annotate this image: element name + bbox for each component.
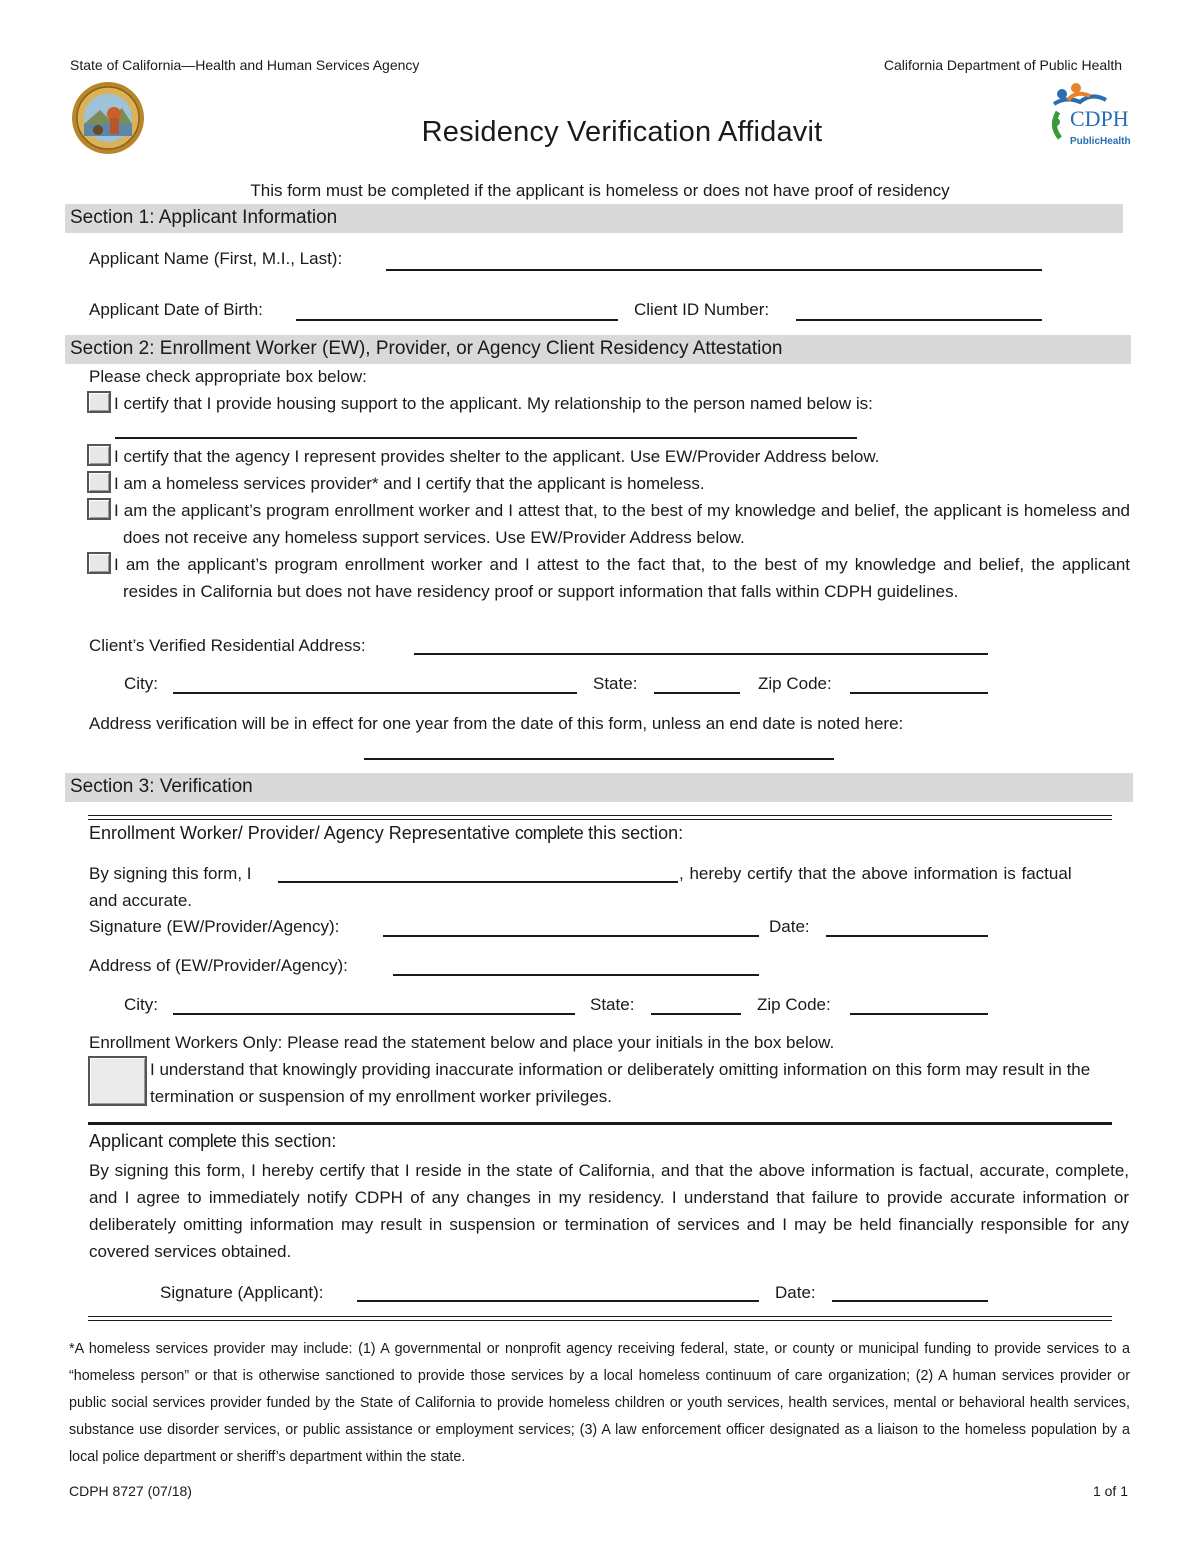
verification-note: Address verification will be in effect for one year from the date of this form, unless an end date is noted here:: [89, 714, 904, 733]
ew-state-label: State:: [590, 995, 635, 1014]
section1-heading: Section 1: Applicant Information: [70, 207, 338, 228]
option-ew-resides: I am the applicant’s program enrollment worker and I attest to the fact that, to the best of my knowledge and belief, the applicant resides in California but does not have residency proof or support information that falls within CDPH guidelines.: [114, 555, 1130, 601]
applicant-date-field[interactable]: [832, 1300, 988, 1302]
divider: [88, 815, 1112, 820]
ew-name-field[interactable]: [278, 881, 678, 883]
client-id-field[interactable]: [796, 319, 1042, 321]
ew-only-instruction: Enrollment Workers Only: Please read the statement below and place your initials in the box below.: [89, 1033, 835, 1052]
page-number: 1 of 1: [1092, 1483, 1128, 1499]
ew-zip-label: Zip Code:: [757, 995, 831, 1014]
ew-state-field[interactable]: [651, 1013, 741, 1015]
agency-header: State of California—Health and Human Services Agency: [70, 57, 420, 73]
form-title: Residency Verification Affidavit: [421, 116, 823, 148]
ew-date-label: Date:: [769, 917, 810, 936]
divider: [88, 1316, 1112, 1321]
ew-city-field[interactable]: [173, 1013, 575, 1015]
ew-signature-label: Signature (EW/Provider/Agency):: [89, 917, 340, 936]
ew-date-field[interactable]: [826, 935, 988, 937]
zip-field[interactable]: [850, 692, 988, 694]
residential-address-label: Client’s Verified Residential Address:: [89, 636, 366, 655]
signing-statement-cont: and accurate.: [89, 891, 193, 910]
ew-zip-field[interactable]: [850, 1013, 988, 1015]
checkbox-homeless-provider[interactable]: [87, 471, 111, 493]
check-instruction: Please check appropriate box below:: [89, 367, 367, 386]
ew-address-field[interactable]: [393, 974, 759, 976]
option-ew-homeless: I am the applicant’s program enrollment worker and I attest that, to the best of my knowledge and belief, the applicant is homeless and does not receive any homeless support services. Use EW/Provider Address below.: [114, 501, 1130, 547]
signing-statement-start: By signing this form, I: [89, 864, 252, 883]
logo-subtext: PublicHealth: [1070, 136, 1131, 147]
relationship-field[interactable]: [115, 437, 857, 439]
option-housing-support: I certify that I provide housing support to the applicant. My relationship to the person named below is:: [114, 394, 873, 413]
ew-address-label: Address of (EW/Provider/Agency):: [89, 956, 348, 975]
end-date-field[interactable]: [364, 758, 834, 760]
applicant-signature-label: Signature (Applicant):: [160, 1283, 324, 1302]
state-field[interactable]: [654, 692, 740, 694]
residential-address-field[interactable]: [414, 653, 988, 655]
dob-field[interactable]: [296, 319, 618, 321]
zip-label: Zip Code:: [758, 674, 832, 693]
understand-statement: I understand that knowingly providing inaccurate information or deliberately omitting information on this form may result in the termination or suspension of my enrollment worker privileges.: [150, 1060, 1091, 1106]
section3-heading: Section 3: Verification: [70, 776, 253, 797]
city-field[interactable]: [173, 692, 577, 694]
state-label: State:: [593, 674, 638, 693]
section3-header: [65, 773, 1133, 802]
applicant-statement: By signing this form, I hereby certify that I reside in the state of California, and that the above information is factual, accurate, complete, and I agree to immediately notify CDPH of any changes in my residency. I understand that failure to provide accurate information or deliberately omitting information may result in suspension or termination of services and I may be held financially responsible for any covered services obtained.: [89, 1161, 1129, 1261]
applicant-name-label: Applicant Name (First, M.I., Last):: [89, 249, 343, 268]
section2-heading: Section 2: Enrollment Worker (EW), Provider, or Agency Client Residency Attestation: [70, 338, 783, 359]
ew-city-label: City:: [124, 995, 158, 1014]
logo-text: CDPH: [1070, 106, 1129, 131]
ew-signature-field[interactable]: [383, 935, 759, 937]
footnote: *A homeless services provider may include: (1) A governmental or nonprofit agency receiving federal, state, or county or municipal funding to provide services to a “homeless person” or that is otherwise sanctioned to provide those services by a local homeless continuum of care organization; (2) A human services provider or public social services provider funded by the State of California to provide homeless children or youth services, health services, mental or behavioral health services, substance use disorder services, or public assistance or employment services; (3) A law enforcement officer designated as a liaison to the homeless population by a local police department or sheriff’s department within the state.: [69, 1341, 1130, 1465]
initials-box[interactable]: [88, 1056, 147, 1106]
city-label: City:: [124, 674, 158, 693]
option-agency-shelter: I certify that the agency I represent provides shelter to the applicant. Use EW/Provider Address below.: [114, 447, 880, 466]
form-number: CDPH 8727 (07/18): [69, 1483, 192, 1499]
divider: [88, 1122, 1112, 1125]
signing-statement-end: , hereby certify that the above information is factual: [679, 864, 1072, 883]
applicant-section-heading: Applicant complete this section:: [89, 1131, 337, 1151]
checkbox-ew-resides[interactable]: [87, 552, 111, 574]
option-homeless-provider: I am a homeless services provider* and I certify that the applicant is homeless.: [114, 474, 705, 493]
applicant-date-label: Date:: [775, 1283, 816, 1302]
applicant-signature-field[interactable]: [357, 1300, 759, 1302]
dob-label: Applicant Date of Birth:: [89, 300, 263, 319]
form-subtitle: This form must be completed if the applicant is homeless or does not have proof of residency: [250, 181, 950, 200]
checkbox-housing-support[interactable]: [87, 391, 111, 413]
department-header: California Department of Public Health: [883, 57, 1122, 73]
section1-header: [65, 204, 1123, 233]
checkbox-ew-homeless[interactable]: [87, 498, 111, 520]
checkbox-agency-shelter[interactable]: [87, 444, 111, 466]
ew-section-heading: Enrollment Worker/ Provider/ Agency Representative complete this section:: [89, 823, 684, 843]
applicant-name-field[interactable]: [386, 269, 1042, 271]
client-id-label: Client ID Number:: [634, 300, 770, 319]
section2-header: [65, 335, 1131, 364]
